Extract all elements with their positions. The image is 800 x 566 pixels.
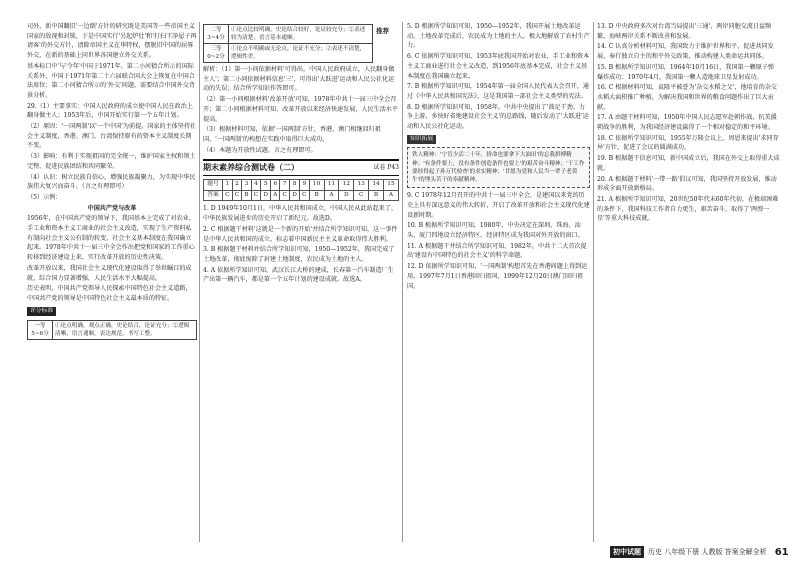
grid-cell: 10 <box>309 180 324 191</box>
grid-cell: 题号 <box>204 180 223 191</box>
grid-cell: 4 <box>251 180 261 191</box>
grid-cell: 12 <box>339 180 354 191</box>
grid-cell: 15 <box>383 180 398 191</box>
column-4 <box>597 22 780 542</box>
question-answer: 3. B 根据题干材料并结合所学知识可知，1950—1952年，我国完成了土地改革，彻底废除了封建土地制度，农民成为土地的主人。 <box>203 246 395 263</box>
grid-cell: 8 <box>290 180 300 191</box>
grid-cell: 6 <box>271 180 280 191</box>
grid-cell: 14 <box>369 180 384 191</box>
question-answer: 1. D 1949年10月1日，中华人民共和国成立，中国人民从此站起来了，中华民族发展进步的历史开启了新纪元。故选D。 <box>203 205 398 223</box>
scoring-table <box>27 320 197 340</box>
scoring-table <box>203 24 373 63</box>
table-row <box>204 44 373 63</box>
score-description: ①论点明确，观点正确，史论结合，论证充分；②逻辑清晰，语言通顺，表达规范，书写工整。 <box>53 321 197 340</box>
question-answer: 2. C 根据题干材料'这就是一个新的开始'并结合所学知识可知，这一事件是中华人民共和国的成立，标志着中国新民主主义革命取得伟大胜利。 <box>203 225 398 243</box>
table-row <box>28 321 197 340</box>
question-answer: 7. B 根据所学知识可知，1954年第一届全国人民代表大会召开，通过《中华人民共和国宪法》，这是我国第一部社会主义类型的宪法。 <box>407 83 590 100</box>
grid-cell: A <box>324 190 339 201</box>
answer-grid <box>203 179 399 201</box>
footer-text: 历史 八年级下册 人教版 答案全解全析 <box>648 548 767 556</box>
question-answer: 17. A 由题干材料可知，1950年中国人民志愿军赴朝作战，抗美援朝战争的胜利，为我国经济建设赢得了一个相对稳定的和平环境。 <box>597 114 777 132</box>
column-divider <box>402 22 403 542</box>
paragraph: （5）示例： <box>27 193 62 201</box>
column-3 <box>407 22 590 542</box>
exam-page-ref: 试卷 P43 <box>373 164 399 172</box>
score-level: 二等 3~4分 <box>204 25 229 44</box>
question-answer: 9. C 1978年12月召开的中共十一届三中全会，是建国以来党的历史上具有深远意义的伟大转折，开启了改革开放和社会主义现代化建设新时期。 <box>407 192 590 219</box>
question-answer: 18. C 依据所学知识可知，1955年万隆会议上，周恩来提出'求同存异'方针，促进了会议的圆满成功。 <box>597 134 779 152</box>
question-answer: 4. A 依据所学知识可知，武汉长江大桥的建成，长春第一汽车制造厂生产出第一辆汽车，都是第一个五年计划的建设成就。故选A。 <box>203 266 394 284</box>
exam-section-header <box>203 159 399 176</box>
scoring-standard-label: 评分标准 <box>27 307 56 317</box>
grid-cell: 13 <box>354 180 369 191</box>
score-description: ①论点比较明确，史论结合较好，论证较充分；②表述较为清楚，语言基本通顺。 <box>229 25 373 44</box>
knowledge-text: 铁人精神：'宁肯少活二十年，拼命也要拿下大油田'的忘我拼搏精神；'有条件要上，没有条件创造条件也要上'的艰苦奋斗精神；'干工作要经得起子孙万代检查'的求实精神；'甘愿为党和人民当一辈子老黄牛'的埋头苦干的奉献精神。 <box>412 152 585 184</box>
paragraph: 基本标口中'与'令年'中国于1971年。第二小河猜合所示的国际关系外，中国于1971年第二十六届联合国大会上恢复在中国合法席位；第二小河猜合所示的'外交'问题，需要结合中国外交背景分析。 <box>27 62 195 99</box>
grid-cell: 5 <box>261 180 271 191</box>
grid-cell: C <box>223 190 233 201</box>
exam-title: 期末素养综合测试卷（二） <box>203 163 299 173</box>
score-level: 一等 5~6分 <box>28 321 53 340</box>
grid-cell: C <box>354 190 369 201</box>
score-description: ①论点不明确或无论点，论证不充分；②表述不清楚，逻辑性差。 <box>229 44 373 63</box>
paragraph: 司外，新中国翻旧'一边倒'方针的研究既是美国等一些帝国主义国家的敌视和封锁，于是中国实行'另起炉灶'和'打扫干净屋子再请客'的外交方针，清除帝国主义在华特权，摆脱旧中国的屈辱外交，在新的基础上同世界各国建立外交关系。 <box>27 23 197 60</box>
question-answer: 20. A 根据题干材料'一带一路'倡议可知，我国坚持开放发展，推动形成全面开放新格局。 <box>597 175 777 193</box>
analysis-paragraph: （4）本题为开放性试题，言之有理即可。 <box>203 146 317 154</box>
grid-cell: C <box>251 190 261 201</box>
question-answer: 19. B 根据题干信息可知，新中国成立后，我国在外交上取得重大成就。 <box>597 155 780 172</box>
score-level: 三等 0~2分 <box>204 44 229 63</box>
paragraph: （3）影响：有利于实现祖国的完全统一，维护国家主权和领土完整，促进民族团结和共同繁荣。 <box>27 153 196 170</box>
column-2 <box>203 22 399 542</box>
analysis-paragraph: （3）根据材料可知，依据'一国两制'方针，香港、澳门相继回归祖国，'一国两制'的构想在实践中取得巨大成功。 <box>203 126 381 143</box>
column-divider <box>593 22 594 542</box>
grid-cell: A <box>383 190 398 201</box>
paragraph: 29.（1）主要事实：中国人民政府的成立使中国人民在政治上翻身做主人；1953年后，中国开始实行第一个五年计划。 <box>27 102 193 120</box>
knowledge-tag: 知识拓展 <box>407 135 436 145</box>
grid-cell: D <box>339 190 354 201</box>
grid-cell: 7 <box>280 180 290 191</box>
table-row <box>204 25 373 44</box>
grid-cell: D <box>290 190 300 201</box>
column-1 <box>27 22 197 542</box>
grid-cell: C <box>232 190 242 201</box>
grid-cell: C <box>280 190 290 201</box>
essay-title: 中国共产党与改革 <box>87 204 137 212</box>
grid-cell: 2 <box>232 180 242 191</box>
knowledge-box <box>407 147 590 188</box>
question-answer: 14. C 认真分析材料可知，我国致力于维护世界和平，促进共同发展，奉行独立自主的和平外交政策，推动构建人类命运共同体。 <box>597 43 774 61</box>
essay-paragraph: 改革开放以来，我国社会主义现代化建设取得了举世瞩目的成就，综合国力显著增强，人民生活水平大幅提高。 <box>27 264 192 282</box>
question-answer: 12. D 依据所学知识可知，'一国两制'构想首先在香港问题上得到运用，1997年7月1日香港回归祖国，1999年12月20日澳门回归祖国。 <box>407 263 588 290</box>
essay-paragraph: 历史表明，中国共产党领导人民探索中国特色社会主义道路，中国共产党的领导是中国特色社会主义最本质的特征。 <box>27 285 192 302</box>
column-divider <box>199 22 200 542</box>
grid-cell: A <box>271 190 280 201</box>
question-answer: 16. C 根据材料可知，袁隆平被誉为'杂交水稻之父'，他培育的杂交水稻大面积推广种植，为解决我国和世界的粮食问题作出了巨大贡献。 <box>597 84 778 111</box>
analysis-paragraph: （2）第一小问根据材料'改革开放'可知，1978年中共十一届三中全会召开；第二小问根据材料可知，改革开放以来经济快速发展，人民生活水平提高。 <box>203 96 398 123</box>
grid-cell: 9 <box>300 180 310 191</box>
answer-grid-header-row <box>204 180 399 191</box>
grid-cell: B <box>309 190 324 201</box>
grid-cell: 11 <box>324 180 339 191</box>
grid-cell: 答案 <box>204 190 223 201</box>
question-answer: 11. A 根据题干并结合所学知识可知，1982年，中共十二大首次提出'建设有中国特色的社会主义'的科学命题。 <box>407 242 587 260</box>
grid-cell: B <box>369 190 384 201</box>
grid-cell: B <box>242 190 251 201</box>
grid-cell: D <box>261 190 271 201</box>
question-answer: 6. C 依据所学知识可知，1953年底我国开始对农业、手工业和资本主义工商业进行社会主义改造，到1956年底基本完成，社会主义基本制度在我国确立起来。 <box>407 53 590 80</box>
answer-grid-value-row <box>204 190 399 201</box>
question-answer: 5. D 根据所学知识可知，1950—1952年，我国开展土地改革运动。土地改革完成后，农民成为土地的主人，极大地解放了农村生产力。 <box>407 23 590 50</box>
question-answer: 13. D 中央政府多次对台湾当局提出'三通'，两岸同胞交流日益频繁，海峡两岸关系不断改善和发展。 <box>597 23 772 40</box>
paragraph: （2）原因：'一国两制'以'一个中国'为前提，国家的主体坚持社会主义制度，香港、澳门、台湾保持原有的资本主义制度长期不变。 <box>27 123 197 150</box>
header-label: 推荐 <box>376 27 389 35</box>
question-answer: 21. A 根据所学知识可知，20世纪50年代末60年代初，在极端困难的条件下，我国科技工作者自力更生，艰苦奋斗，取得了'两弹一星'等重大科技成就。 <box>597 195 779 223</box>
grid-cell: 1 <box>223 180 233 191</box>
question-answer: 8. D 根据所学知识可知，1958年，中共中央提出了'鼓足干劲、力争上游、多快好省地建设社会主义'的总路线，随后发动了'大跃进'运动和人民公社化运动。 <box>407 103 589 131</box>
page-number: 61 <box>774 546 789 558</box>
question-answer: 15. B 根据所学知识可知，1964年10月16日，我国第一颗原子弹爆炸成功；1970年4月，我国第一颗人造地球卫星发射成功。 <box>597 63 775 81</box>
essay-paragraph: 1956年，在中国共产党的领导下，我国基本上完成了对农业、手工业和资本主义工商业的社会主义改造，实现了生产资料私有制向社会主义公有制的转变，社会主义基本制度在我国确立起来。1978年中共十一届三中全会作出把党和国家的工作重心转移到经济建设上来、实行改革开放的历史性决策。 <box>27 215 195 262</box>
footer-brand: 初中试题 <box>610 546 644 558</box>
grid-cell: C <box>300 190 310 201</box>
analysis-paragraph: 解析：（1）第一小问依据材料'可得出，中国人民政府成立，人民翻身做主人'；第二小问依据材料信息'三'，可得出'大跃进'运动和人民公社化运动的失误；结合所学知识作答即可。 <box>203 66 395 93</box>
question-answer: 10. B 根据所学知识可知，1980年，中央决定在深圳、珠海、汕头、厦门四地设立经济特区，经济特区成为我国对外开放的窗口。 <box>407 222 584 240</box>
page-footer <box>610 545 789 559</box>
paragraph: （4）认识：树立民族自信心，增强民族凝聚力，为实现中华民族伟大复兴而奋斗。（言之有理即可） <box>27 173 196 191</box>
grid-cell: 3 <box>242 180 251 191</box>
